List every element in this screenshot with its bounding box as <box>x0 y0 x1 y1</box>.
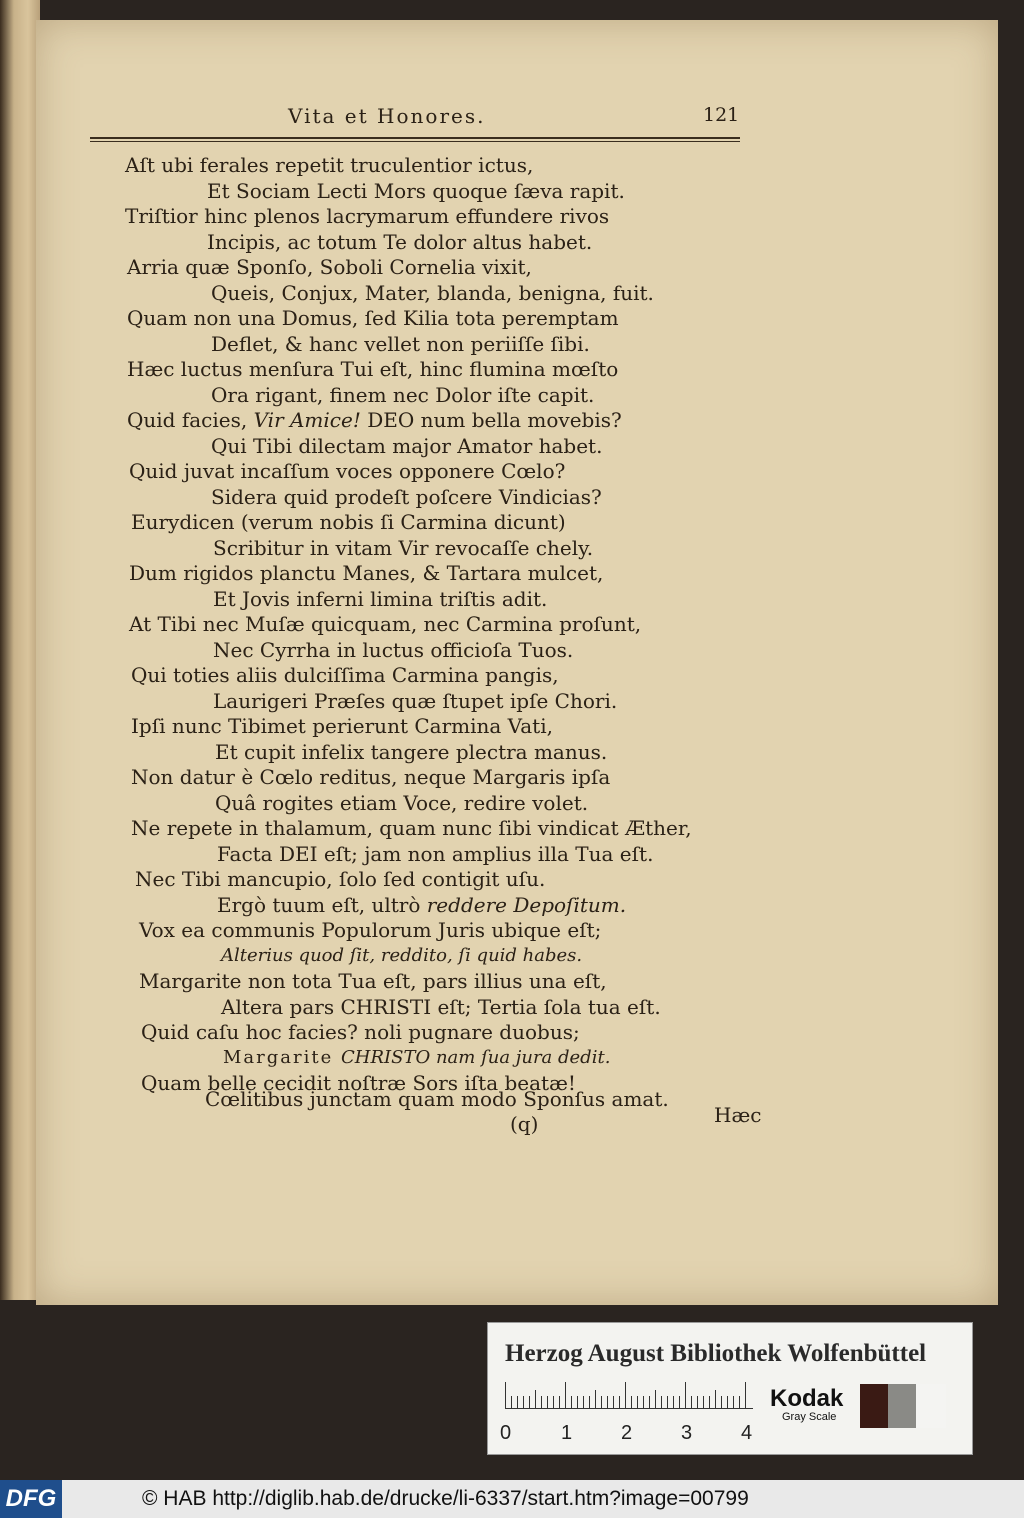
ruler-tick <box>637 1396 638 1408</box>
verse-line <box>223 1045 610 1071</box>
verse-line: Quid caſu hoc facies? noli pugnare duobus; <box>141 1020 580 1044</box>
verse-line: Non datur è Cœlo reditus, neque Margaris ipſa <box>131 765 611 789</box>
verse-line: Qui toties aliis dulciſſima Carmina pangis, <box>131 663 559 687</box>
ruler-tick <box>697 1396 698 1408</box>
ruler-tick <box>511 1396 512 1408</box>
verse-text: Margarite <box>223 1047 341 1068</box>
verse-line: Qui Tibi dilectam major Amator habet. <box>211 434 603 458</box>
verse-line: Margarite non tota Tua eſt, pars illius una eſt, <box>139 969 607 993</box>
verse-line: Ne repete in thalamum, quam nunc ſibi vindicat Æther, <box>131 816 692 840</box>
ruler-tick <box>733 1396 734 1408</box>
header-rule-thin <box>90 141 740 142</box>
ruler-tick <box>649 1396 650 1408</box>
scale-number: 1 <box>561 1422 573 1444</box>
scale-number: 3 <box>681 1422 693 1444</box>
ruler-tick <box>547 1396 548 1408</box>
ruler-tick <box>667 1396 668 1408</box>
verse-line: Ora rigant, finem nec Dolor iſte capit. <box>211 383 595 407</box>
ruler-tick <box>691 1396 692 1408</box>
verse-line: Quam non una Domus, ſed Kilia tota peremptam <box>127 306 619 330</box>
ruler-tick <box>715 1390 716 1408</box>
verse-line: Quam belle cecidit noſtræ Sors iſta beatæ! <box>141 1071 576 1095</box>
ruler-tick <box>565 1382 566 1408</box>
ruler-tick <box>571 1396 572 1408</box>
ruler-tick <box>679 1396 680 1408</box>
ruler-tick <box>631 1396 632 1408</box>
catchword: Hæc <box>714 1103 762 1127</box>
verse-line: Quâ rogites etiam Voce, redire volet. <box>215 791 589 815</box>
ruler-tick <box>661 1396 662 1408</box>
copyright-link[interactable]: © HAB http://diglib.hab.de/drucke/li-6337/start.htm?image=00799 <box>142 1487 749 1510</box>
verse-line: Hæc luctus menſura Tui eſt, hinc flumina mœſto <box>127 357 619 381</box>
ruler-tick <box>541 1396 542 1408</box>
ruler-tick <box>595 1390 596 1408</box>
verse-line <box>217 892 626 918</box>
ruler-tick <box>517 1396 518 1408</box>
verse-line: Eurydicen (verum nobis ſi Carmina dicunt) <box>131 510 566 534</box>
verse-text: Quid facies, <box>127 408 254 432</box>
ruler-tick <box>745 1382 746 1408</box>
ruler-tick <box>583 1396 584 1408</box>
kodak-brand: Kodak <box>770 1385 844 1412</box>
verse-line: Laurigeri Præſes quæ ſtupet ipſe Chori. <box>213 689 618 713</box>
verse-line: Aſt ubi ferales repetit truculentior ictus, <box>125 153 534 177</box>
verse-italic: reddere Depoſitum. <box>426 893 627 917</box>
ruler-tick <box>703 1396 704 1408</box>
verse-line: Arria quæ Sponſo, Soboli Cornelia vixit, <box>127 255 532 279</box>
verse-line: Deflet, & hanc vellet non periiſſe ſibi. <box>211 332 590 356</box>
ruler-tick <box>625 1382 626 1408</box>
ruler-tick <box>721 1396 722 1408</box>
verse-line: Et Jovis inferni limina triſtis adit. <box>213 587 548 611</box>
verse-line: Vox ea communis Populorum Juris ubique eſt; <box>139 918 602 942</box>
swatch-light <box>916 1384 946 1428</box>
ruler-tick <box>709 1396 710 1408</box>
verse-line: Ipſi nunc Tibimet perierunt Carmina Vati, <box>131 714 553 738</box>
ruler-tick <box>559 1396 560 1408</box>
verse-line: Et Sociam Lecti Mors quoque ſæva rapit. <box>207 179 625 203</box>
verse-italic: Vir Amice! <box>253 408 361 432</box>
verse-line: Nec Cyrrha in luctus officioſa Tuos. <box>213 638 574 662</box>
ruler-tick <box>607 1396 608 1408</box>
verse-line <box>127 407 622 433</box>
ruler-tick <box>613 1396 614 1408</box>
swatch-mid <box>888 1384 916 1428</box>
verse-line: Cœlitibus junctam quam modo Sponſus amat. <box>205 1087 669 1111</box>
verse-italic: CHRISTO nam ſua jura dedit. <box>341 1047 611 1068</box>
gray-scale-label: Gray Scale <box>782 1411 837 1423</box>
ruler-tick <box>577 1396 578 1408</box>
verse-line: Triſtior hinc plenos lacrymarum effundere rivos <box>125 204 610 228</box>
verse-line: Alterius quod ſit, reddito, ſi quid habes. <box>221 945 583 966</box>
dfg-logo: DFG <box>0 1480 62 1518</box>
running-header: Vita et Honores. <box>288 104 486 128</box>
verse-text: DEO num bella movebis? <box>360 408 622 432</box>
ruler-tick <box>535 1390 536 1408</box>
ruler-tick <box>727 1396 728 1408</box>
library-name: Herzog August Bibliothek Wolfenbüttel <box>505 1340 927 1367</box>
verse-line: Sidera quid prodeſt poſcere Vindicias? <box>211 485 602 509</box>
verse-line: Incipis, ac totum Te dolor altus habet. <box>207 230 593 254</box>
ruler-tick <box>619 1396 620 1408</box>
ruler-tick <box>739 1396 740 1408</box>
verse-line: Nec Tibi mancupio, ſolo ſed contigit uſu. <box>135 867 546 891</box>
verse-line: Quid juvat incaſſum voces opponere Cœlo? <box>129 459 566 483</box>
verse-line: Dum rigidos planctu Manes, & Tartara mulcet, <box>129 561 604 585</box>
ruler-tick <box>589 1396 590 1408</box>
ruler-tick <box>529 1396 530 1408</box>
verse-line: Et cupit infelix tangere plectra manus. <box>215 740 608 764</box>
ruler-tick <box>523 1396 524 1408</box>
ruler-scale <box>505 1382 753 1409</box>
ruler-tick <box>673 1396 674 1408</box>
ruler-tick <box>643 1396 644 1408</box>
verse-line: Scribitur in vitam Vir revocaſſe chely. <box>213 536 594 560</box>
ruler-tick <box>601 1396 602 1408</box>
ruler-tick <box>553 1396 554 1408</box>
verse-line: At Tibi nec Muſæ quicquam, nec Carmina proſunt, <box>129 612 642 636</box>
verse-line: Altera pars CHRISTI eſt; Tertia ſola tua eſt. <box>221 995 661 1019</box>
ruler-tick <box>505 1382 506 1408</box>
verse-line: Facta DEI eſt; jam non amplius illa Tua eſt. <box>217 842 654 866</box>
ruler-tick <box>655 1390 656 1408</box>
scale-number: 0 <box>500 1422 512 1444</box>
header-rule <box>90 137 740 139</box>
page-number: 121 <box>703 104 740 126</box>
scale-number: 2 <box>621 1422 633 1444</box>
left-page-edge <box>0 0 40 1300</box>
scale-number: 4 <box>741 1422 753 1444</box>
swatch-dark <box>860 1384 888 1428</box>
ruler-tick <box>685 1382 686 1408</box>
signature-mark: (q) <box>510 1112 539 1136</box>
verse-line: Queis, Conjux, Mater, blanda, benigna, fuit. <box>211 281 654 305</box>
verse-text: Ergò tuum eſt, ultrò <box>217 893 427 917</box>
